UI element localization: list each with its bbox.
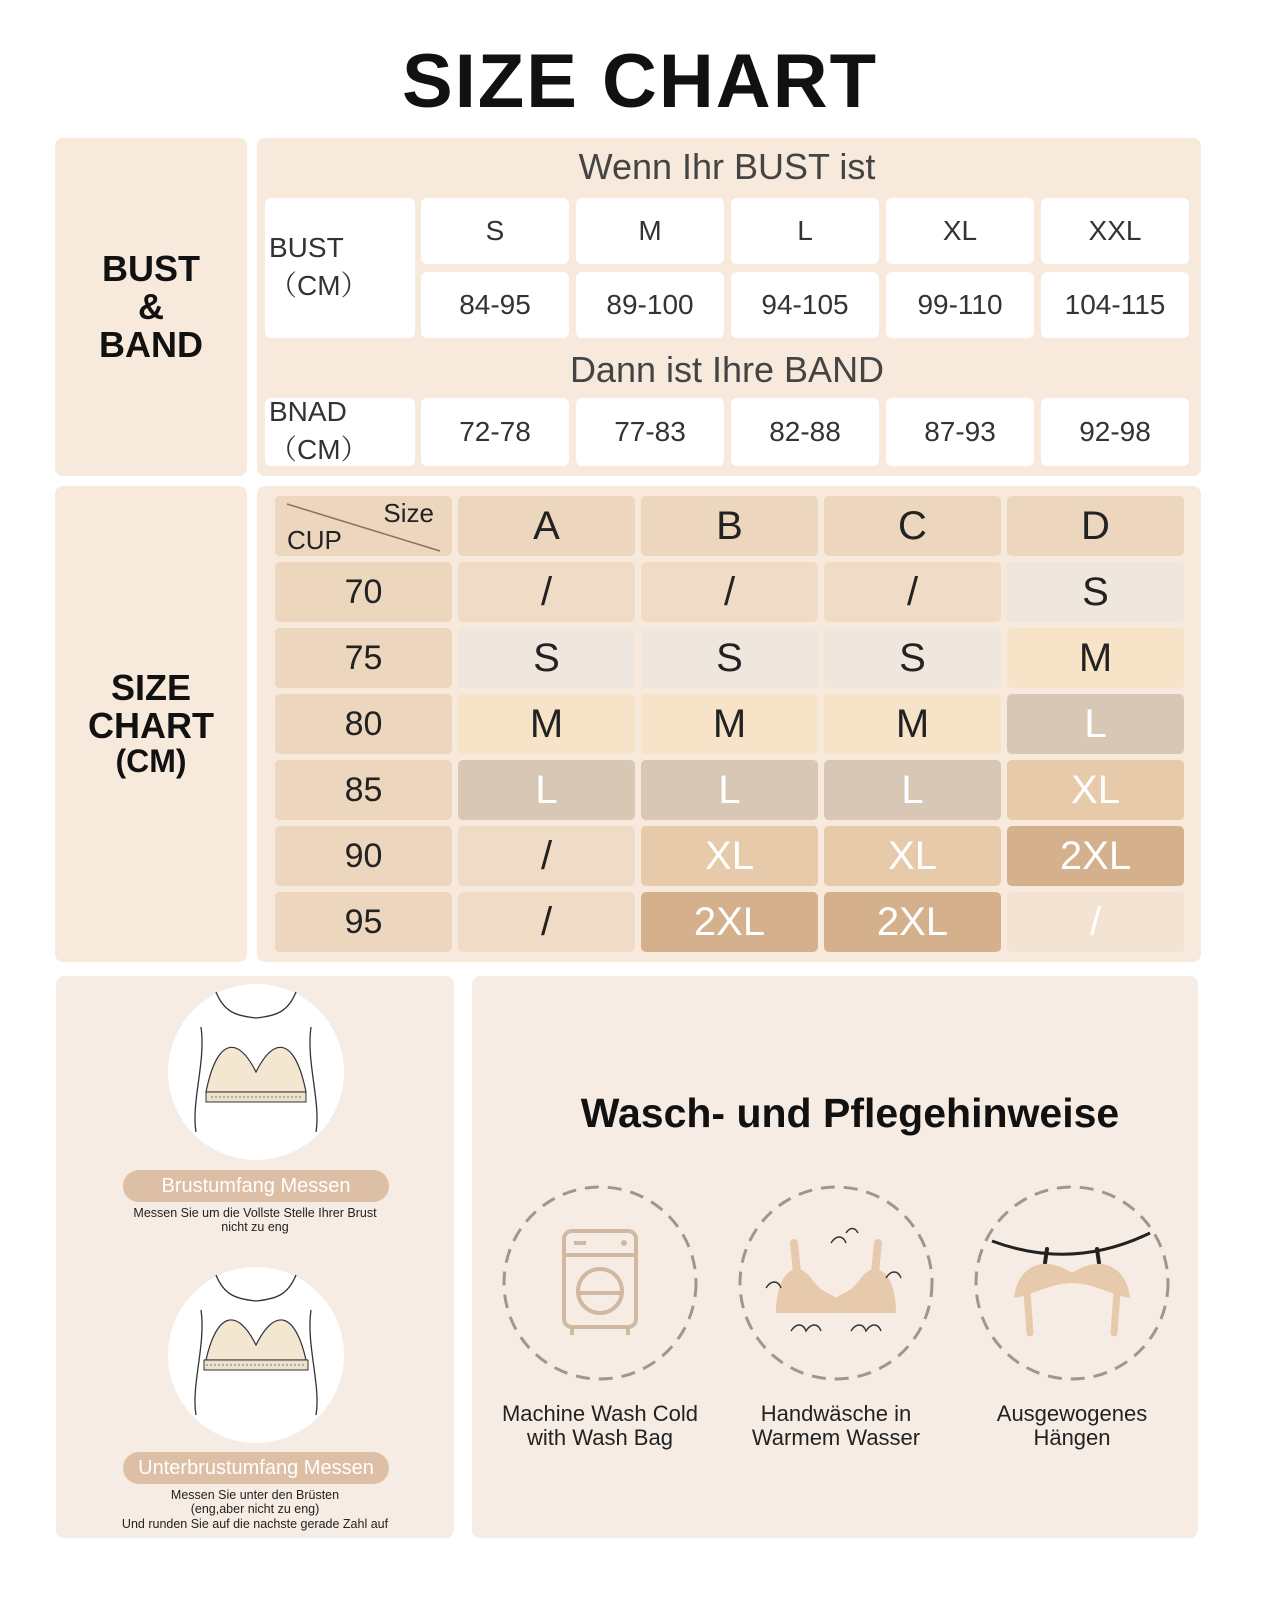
- band-value-cell: 87-93: [886, 398, 1034, 466]
- bust-measure-illustration: [166, 982, 346, 1162]
- band-value-cell: 77-83: [576, 398, 724, 466]
- size-header-cell: XL: [886, 198, 1034, 264]
- size-cell: L: [641, 760, 818, 820]
- size-cell: S: [458, 628, 635, 688]
- care-label-machine-wash: Machine Wash Cold with Wash Bag: [501, 1401, 699, 1451]
- corner-size-label: Size: [383, 498, 434, 528]
- bust-value-cell: 94-105: [731, 272, 879, 338]
- size-cell: L: [458, 760, 635, 820]
- size-cell: /: [1007, 892, 1184, 952]
- band-row-label: BNAD（CM）: [265, 398, 415, 466]
- size-cell: M: [1007, 628, 1184, 688]
- cup-header-cell: D: [1007, 496, 1184, 556]
- cup-header-cell: A: [458, 496, 635, 556]
- corner-cup-label: CUP: [287, 525, 342, 555]
- band-row-header: 70: [275, 562, 452, 622]
- bust-value-cell: 84-95: [421, 272, 569, 338]
- washing-machine-icon: [500, 1183, 700, 1383]
- size-cell: S: [1007, 562, 1184, 622]
- band-row-header: 85: [275, 760, 452, 820]
- size-cell: /: [824, 562, 1001, 622]
- band-header: Dann ist Ihre BAND: [569, 349, 885, 390]
- size-cell: /: [458, 826, 635, 886]
- page-title: SIZE CHART: [402, 39, 878, 124]
- size-cell: /: [458, 562, 635, 622]
- bust-value-cell: 104-115: [1041, 272, 1189, 338]
- side-label-line: BAND: [99, 323, 203, 365]
- corner-cell: [275, 496, 452, 556]
- hang-dry-icon: [972, 1183, 1172, 1383]
- size-cell: M: [458, 694, 635, 754]
- size-cell: S: [824, 628, 1001, 688]
- size-cell: /: [641, 562, 818, 622]
- side-label-line: BUST: [102, 248, 200, 290]
- side-label-line: &: [138, 286, 164, 328]
- size-header-cell: S: [421, 198, 569, 264]
- band-row-header: 95: [275, 892, 452, 952]
- side-label-line: (CM): [115, 743, 187, 779]
- size-chart-side-label: [55, 486, 247, 962]
- size-cell: L: [1007, 694, 1184, 754]
- size-cell: L: [824, 760, 1001, 820]
- underbust-measure-note: Messen Sie unter den Brüsten (eng,aber nicht zu eng) Und runden Sie auf die nachste gerade Zahl auf: [121, 1488, 389, 1531]
- bust-value-cell: 99-110: [886, 272, 1034, 338]
- size-cell: 2XL: [641, 892, 818, 952]
- hand-wash-icon: [736, 1183, 936, 1383]
- care-title: Wasch- und Pflegehinweise: [580, 1090, 1120, 1136]
- size-cell: XL: [824, 826, 1001, 886]
- bust-measure-note: Messen Sie um die Vollste Stelle Ihrer Brust nicht zu eng: [133, 1206, 377, 1235]
- size-cell: XL: [1007, 760, 1184, 820]
- cup-header-cell: C: [824, 496, 1001, 556]
- bust-measure-pill: Brustumfang Messen: [123, 1170, 389, 1202]
- care-label-hanging: Ausgewogenes Hängen: [996, 1401, 1148, 1451]
- side-label-line: SIZE: [110, 667, 191, 709]
- band-value-cell: 92-98: [1041, 398, 1189, 466]
- size-cell: /: [458, 892, 635, 952]
- bust-value-cell: 89-100: [576, 272, 724, 338]
- size-cell: M: [824, 694, 1001, 754]
- size-header-cell: XXL: [1041, 198, 1189, 264]
- band-row-header: 90: [275, 826, 452, 886]
- bust-row-label: BUST（CM）: [265, 198, 415, 338]
- band-row-header: 75: [275, 628, 452, 688]
- band-value-cell: 82-88: [731, 398, 879, 466]
- underbust-measure-illustration: [166, 1265, 346, 1445]
- side-label-line: CHART: [88, 705, 214, 747]
- size-cell: XL: [641, 826, 818, 886]
- band-row-header: 80: [275, 694, 452, 754]
- bust-band-side-label: [55, 138, 247, 476]
- underbust-measure-pill: Unterbrustumfang Messen: [123, 1452, 389, 1484]
- size-cell: 2XL: [1007, 826, 1184, 886]
- size-cell: 2XL: [824, 892, 1001, 952]
- band-value-cell: 72-78: [421, 398, 569, 466]
- cup-header-cell: B: [641, 496, 818, 556]
- size-cell: S: [641, 628, 818, 688]
- size-header-cell: M: [576, 198, 724, 264]
- bust-header: Wenn Ihr BUST ist: [578, 146, 876, 187]
- care-label-hand-wash: Handwäsche in Warmem Wasser: [751, 1401, 921, 1451]
- size-cell: M: [641, 694, 818, 754]
- size-header-cell: L: [731, 198, 879, 264]
